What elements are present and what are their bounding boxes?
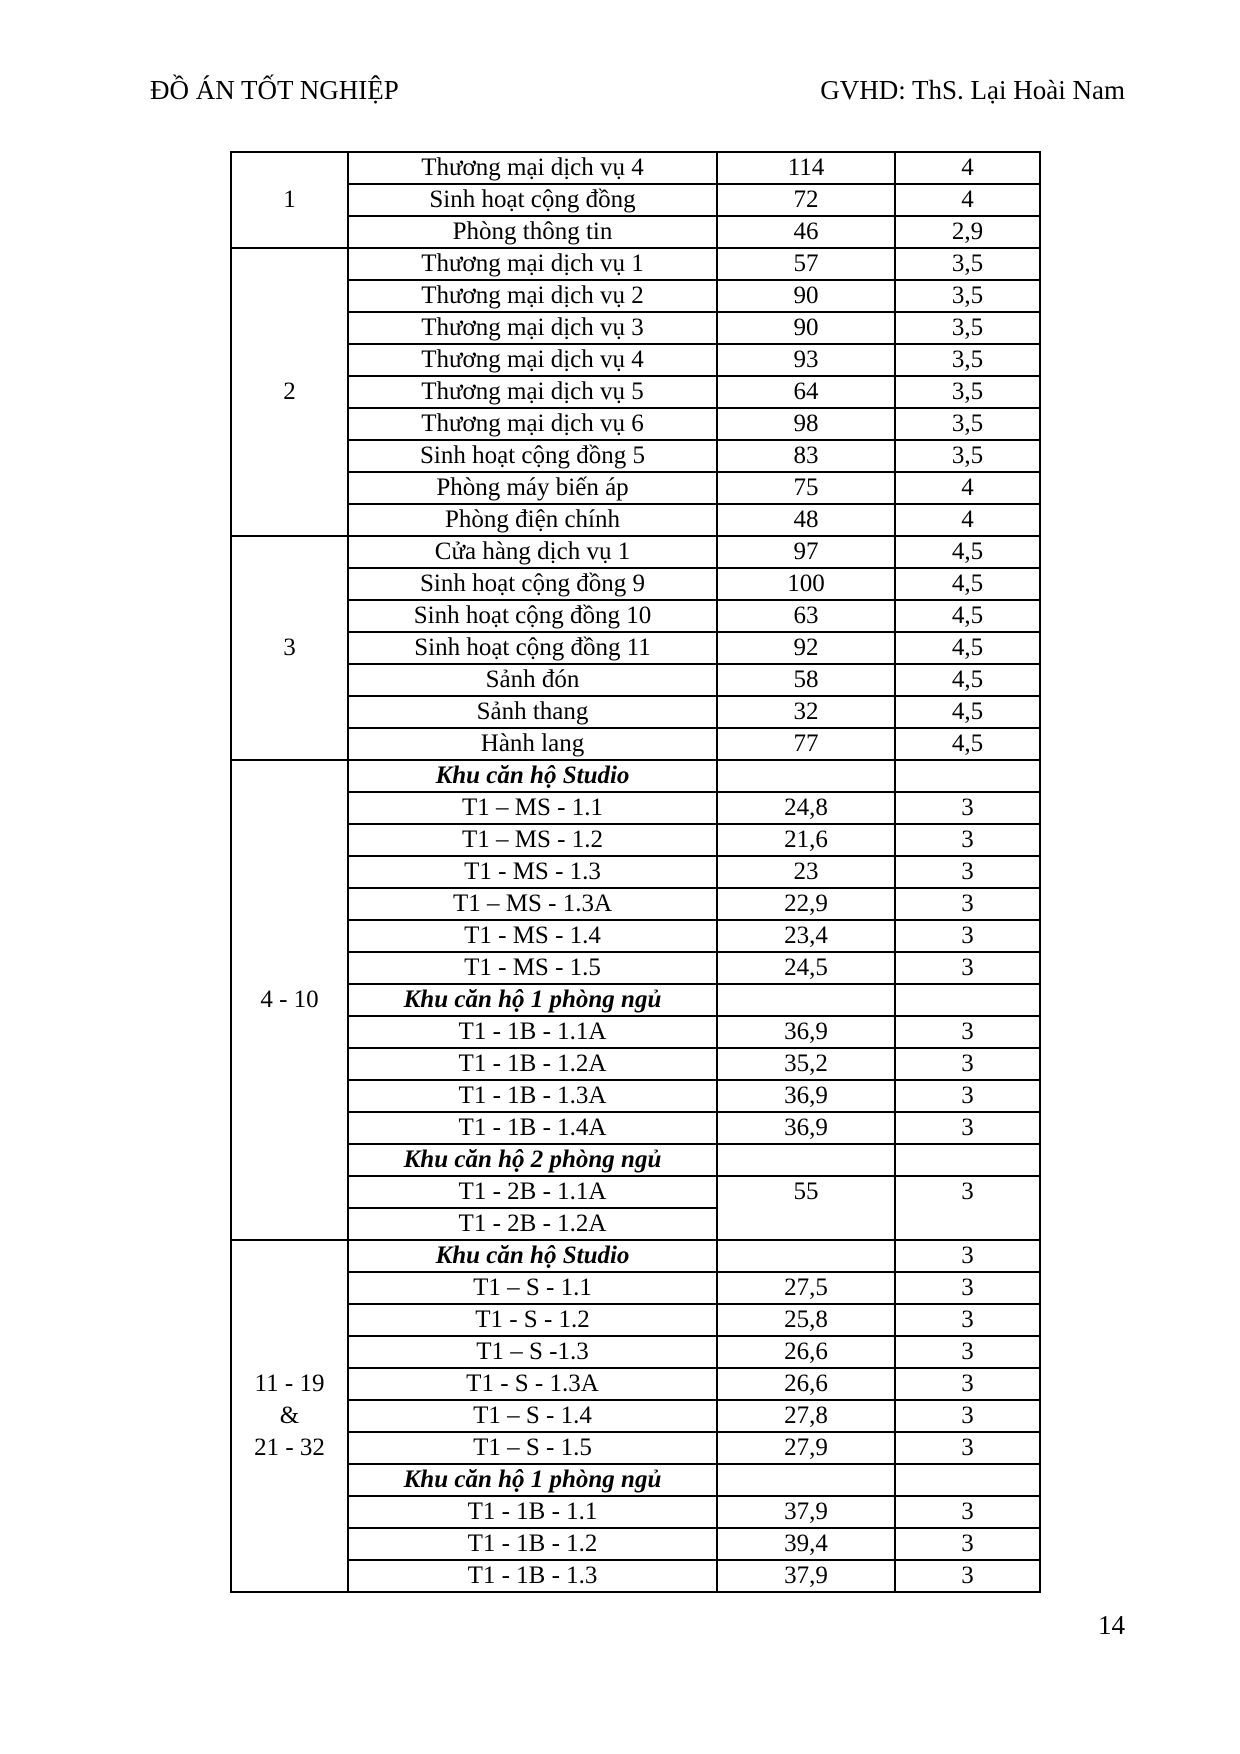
- height-cell: 4,5: [895, 632, 1040, 664]
- room-name-cell: Phòng thông tin: [348, 216, 717, 248]
- table-row: [231, 1400, 1040, 1432]
- table-row: [231, 792, 1040, 824]
- height-cell: [895, 984, 1040, 1016]
- room-name-cell: T1 - 1B - 1.1: [348, 1496, 717, 1528]
- table-row: [231, 760, 1040, 792]
- room-name-cell: Thương mại dịch vụ 2: [348, 280, 717, 312]
- area-cell: 92: [717, 632, 895, 664]
- area-cell: 36,9: [717, 1016, 895, 1048]
- room-name-cell: T1 – S -1.3: [348, 1336, 717, 1368]
- room-name-cell: T1 - S - 1.3A: [348, 1368, 717, 1400]
- floor-cell: [231, 760, 348, 1240]
- height-cell: 3: [895, 1240, 1040, 1272]
- header-supervisor: GVHD: ThS. Lại Hoài Nam: [820, 75, 1125, 105]
- floor-label: 4 - 10: [260, 986, 319, 1013]
- area-cell: 35,2: [717, 1048, 895, 1080]
- room-name-cell: Sinh hoạt cộng đồng 11: [348, 632, 717, 664]
- table-row: [231, 1016, 1040, 1048]
- table-row: [231, 600, 1040, 632]
- height-cell: 3,5: [895, 312, 1040, 344]
- table-row: [231, 248, 1040, 280]
- area-cell: 36,9: [717, 1112, 895, 1144]
- table-row: [231, 376, 1040, 408]
- floor-label: 3: [283, 634, 296, 661]
- table-row: [231, 344, 1040, 376]
- floor-cell: [231, 248, 348, 536]
- table-row: [231, 1176, 1040, 1208]
- height-cell: 3: [895, 888, 1040, 920]
- table-row: [231, 1112, 1040, 1144]
- floor-label: &: [279, 1402, 300, 1429]
- section-heading-cell: Khu căn hộ 1 phòng ngủ: [348, 984, 717, 1016]
- room-name-cell: T1 - S - 1.2: [348, 1304, 717, 1336]
- table-row: [231, 1240, 1040, 1272]
- floor-label: 1: [283, 186, 296, 213]
- height-cell: 3: [895, 1112, 1040, 1144]
- area-cell: 97: [717, 536, 895, 568]
- table-row: [231, 472, 1040, 504]
- height-cell: 3,5: [895, 344, 1040, 376]
- area-cell: 27,5: [717, 1272, 895, 1304]
- height-cell: 4: [895, 152, 1040, 184]
- area-cell: [717, 1240, 895, 1272]
- header-title: ĐỒ ÁN TỐT NGHIỆP: [150, 75, 399, 105]
- height-cell: 4,5: [895, 664, 1040, 696]
- table-row: [231, 1528, 1040, 1560]
- table-row: [231, 1560, 1040, 1592]
- table-row: [231, 856, 1040, 888]
- room-name-cell: Cửa hàng dịch vụ 1: [348, 536, 717, 568]
- room-name-cell: T1 - MS - 1.3: [348, 856, 717, 888]
- table-row: [231, 1496, 1040, 1528]
- table-row: [231, 184, 1040, 216]
- area-cell: 63: [717, 600, 895, 632]
- height-cell: 3,5: [895, 280, 1040, 312]
- height-cell: 2,9: [895, 216, 1040, 248]
- height-cell: 3: [895, 1496, 1040, 1528]
- room-name-cell: T1 – S - 1.1: [348, 1272, 717, 1304]
- height-cell: 3: [895, 1016, 1040, 1048]
- height-cell: 3: [895, 1336, 1040, 1368]
- table-row: [231, 1272, 1040, 1304]
- table-row: [231, 1304, 1040, 1336]
- table-row: [231, 920, 1040, 952]
- table-row: [231, 824, 1040, 856]
- table-row: [231, 952, 1040, 984]
- room-name-cell: Hành lang: [348, 728, 717, 760]
- height-cell: 3: [895, 1560, 1040, 1592]
- height-cell: 4,5: [895, 568, 1040, 600]
- room-name-cell: T1 – MS - 1.2: [348, 824, 717, 856]
- area-cell: 90: [717, 312, 895, 344]
- room-area-table: [230, 151, 1041, 1593]
- area-cell: 48: [717, 504, 895, 536]
- floor-cell: [231, 1240, 348, 1592]
- room-name-cell: T1 – MS - 1.1: [348, 792, 717, 824]
- table-row: [231, 1080, 1040, 1112]
- room-name-cell: Sảnh đón: [348, 664, 717, 696]
- room-name-cell: T1 - 2B - 1.2A: [348, 1208, 717, 1240]
- height-cell: 4,5: [895, 728, 1040, 760]
- height-cell: 3: [895, 1176, 1040, 1240]
- height-cell: 4: [895, 184, 1040, 216]
- height-cell: 3: [895, 856, 1040, 888]
- area-cell: 32: [717, 696, 895, 728]
- height-cell: 3: [895, 824, 1040, 856]
- area-cell: 24,5: [717, 952, 895, 984]
- table-row: [231, 1368, 1040, 1400]
- room-name-cell: T1 - 1B - 1.3A: [348, 1080, 717, 1112]
- table-row: [231, 440, 1040, 472]
- table-row: [231, 728, 1040, 760]
- area-cell: 93: [717, 344, 895, 376]
- table-row: [231, 984, 1040, 1016]
- room-name-cell: T1 - 1B - 1.1A: [348, 1016, 717, 1048]
- height-cell: 4,5: [895, 600, 1040, 632]
- area-cell: 25,8: [717, 1304, 895, 1336]
- height-cell: 3: [895, 952, 1040, 984]
- area-cell: 24,8: [717, 792, 895, 824]
- height-cell: 3: [895, 1400, 1040, 1432]
- area-cell: 26,6: [717, 1368, 895, 1400]
- height-cell: 3: [895, 1080, 1040, 1112]
- area-cell: 98: [717, 408, 895, 440]
- height-cell: 3: [895, 1304, 1040, 1336]
- area-cell: 55: [717, 1176, 895, 1240]
- area-cell: 90: [717, 280, 895, 312]
- area-cell: 23: [717, 856, 895, 888]
- height-cell: 4,5: [895, 696, 1040, 728]
- table-row: [231, 1336, 1040, 1368]
- height-cell: 4,5: [895, 536, 1040, 568]
- area-cell: [717, 1464, 895, 1496]
- room-name-cell: T1 – S - 1.4: [348, 1400, 717, 1432]
- height-cell: 3,5: [895, 440, 1040, 472]
- room-name-cell: T1 - MS - 1.5: [348, 952, 717, 984]
- area-cell: 23,4: [717, 920, 895, 952]
- area-cell: [717, 984, 895, 1016]
- height-cell: 3: [895, 1368, 1040, 1400]
- area-cell: 72: [717, 184, 895, 216]
- area-cell: 77: [717, 728, 895, 760]
- height-cell: 4: [895, 472, 1040, 504]
- area-cell: 26,6: [717, 1336, 895, 1368]
- room-name-cell: T1 - 1B - 1.2A: [348, 1048, 717, 1080]
- room-name-cell: T1 - 1B - 1.4A: [348, 1112, 717, 1144]
- area-cell: 57: [717, 248, 895, 280]
- area-cell: 22,9: [717, 888, 895, 920]
- section-heading-cell: Khu căn hộ 2 phòng ngủ: [348, 1144, 717, 1176]
- height-cell: 4: [895, 504, 1040, 536]
- room-name-cell: Phòng điện chính: [348, 504, 717, 536]
- height-cell: 3: [895, 1048, 1040, 1080]
- room-name-cell: Thương mại dịch vụ 4: [348, 344, 717, 376]
- area-cell: [717, 1144, 895, 1176]
- room-name-cell: Thương mại dịch vụ 1: [348, 248, 717, 280]
- height-cell: 3,5: [895, 376, 1040, 408]
- area-cell: 100: [717, 568, 895, 600]
- room-name-cell: T1 - 1B - 1.2: [348, 1528, 717, 1560]
- room-name-cell: T1 - 2B - 1.1A: [348, 1176, 717, 1208]
- table-row: [231, 312, 1040, 344]
- height-cell: 3,5: [895, 248, 1040, 280]
- height-cell: [895, 1144, 1040, 1176]
- height-cell: 3: [895, 1432, 1040, 1464]
- area-cell: 58: [717, 664, 895, 696]
- floor-label: 11 - 19: [254, 1370, 325, 1397]
- table-row: [231, 152, 1040, 184]
- height-cell: [895, 760, 1040, 792]
- height-cell: 3: [895, 1272, 1040, 1304]
- floor-cell: [231, 536, 348, 760]
- floor-label: 2: [283, 378, 296, 405]
- section-heading-cell: Khu căn hộ Studio: [348, 760, 717, 792]
- area-cell: 27,8: [717, 1400, 895, 1432]
- room-name-cell: Thương mại dịch vụ 3: [348, 312, 717, 344]
- area-cell: 83: [717, 440, 895, 472]
- room-name-cell: Sinh hoạt cộng đồng 5: [348, 440, 717, 472]
- height-cell: 3: [895, 792, 1040, 824]
- height-cell: 3: [895, 920, 1040, 952]
- height-cell: 3,5: [895, 408, 1040, 440]
- area-cell: 37,9: [717, 1496, 895, 1528]
- table-row: [231, 1144, 1040, 1176]
- table-row: [231, 888, 1040, 920]
- table-row: [231, 504, 1040, 536]
- table-row: [231, 696, 1040, 728]
- room-name-cell: Sinh hoạt cộng đồng 10: [348, 600, 717, 632]
- area-cell: [717, 760, 895, 792]
- table-row: [231, 1048, 1040, 1080]
- room-name-cell: Sinh hoạt cộng đồng: [348, 184, 717, 216]
- area-cell: 27,9: [717, 1432, 895, 1464]
- area-cell: 21,6: [717, 824, 895, 856]
- table-row: [231, 408, 1040, 440]
- room-name-cell: T1 - 1B - 1.3: [348, 1560, 717, 1592]
- room-name-cell: Phòng máy biến áp: [348, 472, 717, 504]
- section-heading-cell: Khu căn hộ 1 phòng ngủ: [348, 1464, 717, 1496]
- height-cell: [895, 1464, 1040, 1496]
- room-name-cell: Sảnh thang: [348, 696, 717, 728]
- room-name-cell: Thương mại dịch vụ 6: [348, 408, 717, 440]
- area-cell: 114: [717, 152, 895, 184]
- room-name-cell: T1 – S - 1.5: [348, 1432, 717, 1464]
- table-row: [231, 216, 1040, 248]
- area-cell: 75: [717, 472, 895, 504]
- table-row: [231, 536, 1040, 568]
- room-name-cell: Sinh hoạt cộng đồng 9: [348, 568, 717, 600]
- area-cell: 36,9: [717, 1080, 895, 1112]
- floor-label: 21 - 32: [254, 1434, 325, 1461]
- room-name-cell: Thương mại dịch vụ 4: [348, 152, 717, 184]
- room-name-cell: T1 - MS - 1.4: [348, 920, 717, 952]
- table-row: [231, 280, 1040, 312]
- area-cell: 64: [717, 376, 895, 408]
- area-cell: 46: [717, 216, 895, 248]
- table-row: [231, 632, 1040, 664]
- area-cell: 39,4: [717, 1528, 895, 1560]
- table-row: [231, 1432, 1040, 1464]
- height-cell: 3: [895, 1528, 1040, 1560]
- floor-cell: [231, 152, 348, 248]
- page-number: 14: [1098, 1610, 1125, 1640]
- room-name-cell: Thương mại dịch vụ 5: [348, 376, 717, 408]
- area-cell: 37,9: [717, 1560, 895, 1592]
- room-name-cell: T1 – MS - 1.3A: [348, 888, 717, 920]
- table-row: [231, 568, 1040, 600]
- table-row: [231, 1464, 1040, 1496]
- section-heading-cell: Khu căn hộ Studio: [348, 1240, 717, 1272]
- table-row: [231, 664, 1040, 696]
